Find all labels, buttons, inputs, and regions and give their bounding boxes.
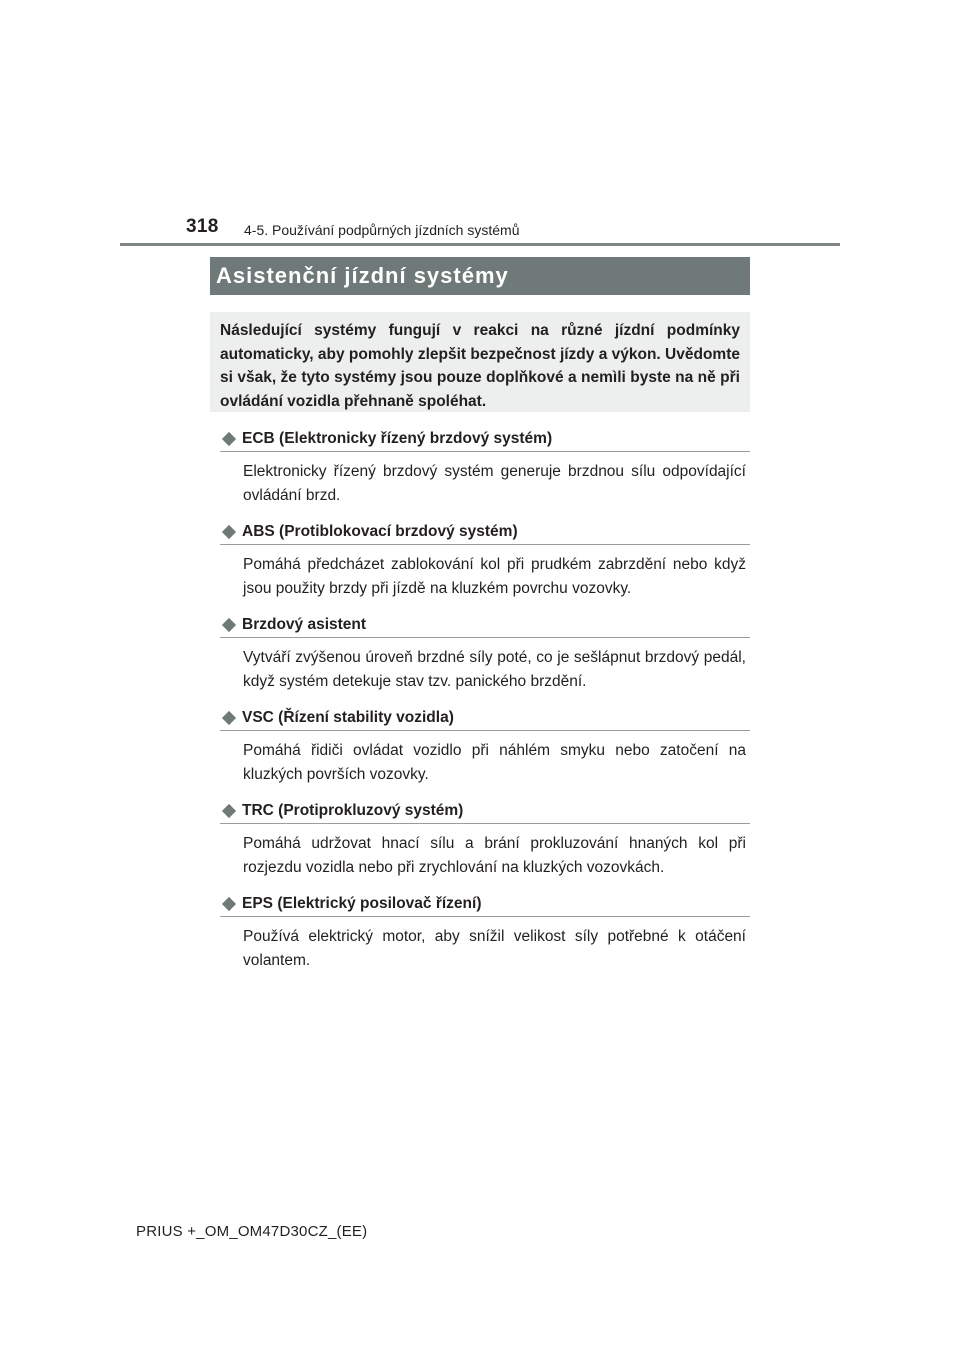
system-item-vsc <box>220 707 750 800</box>
system-title: Brzdový asistent <box>242 615 367 633</box>
system-title: EPS (Elektrický posilovač řízení) <box>242 894 482 912</box>
system-description: Pomáhá předcházet zablokování kol při prudkém zabrzdění nebo když jsou použity brzdy při jízdě na kluzkém povrchu vozovky. <box>243 556 746 597</box>
system-description: Vytváří zvýšenou úroveň brzdné síly poté, co je sešlápnut brzdový pedál, když systém detekuje stav tzv. panického brzdění. <box>243 649 746 690</box>
system-title: ABS (Protiblokovací brzdový systém) <box>242 522 518 540</box>
system-item-brake-assist <box>220 614 750 707</box>
system-item-eps <box>220 893 750 986</box>
system-description: Elektronicky řízený brzdový systém generuje brzdnou sílu odpovídající ovládání brzd. <box>243 463 746 504</box>
system-title: ECB (Elektronicky řízený brzdový systém) <box>242 429 553 447</box>
page-number: 318 <box>186 216 219 237</box>
diamond-bullet-icon <box>222 803 236 817</box>
diamond-bullet-icon <box>222 710 236 724</box>
system-heading <box>220 800 750 824</box>
system-heading <box>220 521 750 545</box>
header-divider <box>120 243 840 246</box>
diamond-bullet-icon <box>222 524 236 538</box>
diamond-bullet-icon <box>222 617 236 631</box>
section-banner <box>210 257 750 295</box>
system-description: Pomáhá udržovat hnací sílu a brání prokluzování hnaných kol při rozjezdu vozidla nebo při zrychlování na kluzkých vozovkách. <box>243 835 746 876</box>
system-heading <box>220 614 750 638</box>
system-description: Pomáhá řidiči ovládat vozidlo při náhlém smyku nebo zatočení na kluzkých površích vozovky. <box>243 742 746 783</box>
diamond-bullet-icon <box>222 431 236 445</box>
footer-document-code: PRIUS +_OM_OM47D30CZ_(EE) <box>136 1223 368 1240</box>
system-title: VSC (Řízení stability vozidla) <box>242 708 454 726</box>
system-heading <box>220 428 750 452</box>
intro-text: Následující systémy fungují v reakci na různé jízdní podmínky automaticky, aby pomohly zlepšit bezpečnost jízdy a výkon. Uvědomte si však, že tyto systémy jsou pouze doplňkové a nemìli byste na ně při ovládání vozidla přehnaně spoléhat. <box>220 322 740 410</box>
system-heading <box>220 893 750 917</box>
section-title: Asistenční jízdní systémy <box>216 263 509 288</box>
system-heading <box>220 707 750 731</box>
systems-list <box>220 428 750 986</box>
system-title: TRC (Protiprokluzový systém) <box>242 801 464 819</box>
diamond-bullet-icon <box>222 896 236 910</box>
system-item-trc <box>220 800 750 893</box>
system-item-abs <box>220 521 750 614</box>
intro-box <box>210 312 750 412</box>
system-item-ecb <box>220 428 750 521</box>
system-description: Používá elektrický motor, aby snížil velikost síly potřebné k otáčení volantem. <box>243 928 746 969</box>
chapter-title: 4-5. Používání podpůrných jízdních systémů <box>244 222 520 238</box>
